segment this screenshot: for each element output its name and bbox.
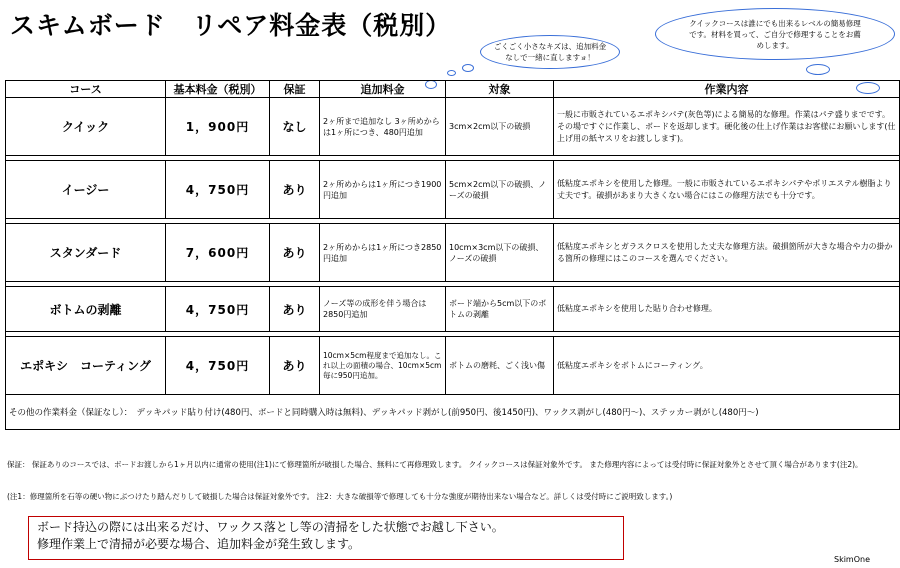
table-row (6, 98, 900, 156)
cleaning-notice-line2: 修理作業上で清掃が必要な場合、追加料金が発生致します。 (37, 537, 361, 551)
target: 5cm×2cm以下の破損、ノーズの破損 (446, 161, 554, 219)
extra-fee: 10cm×5cm程度まで追加なし。これ以上の面積の場合、10cm×5cm毎に950円追加。 (320, 337, 446, 395)
table-row (6, 224, 900, 282)
guarantee: あり (270, 224, 320, 282)
table-row (6, 161, 900, 219)
small-repair-bubble-text: ごくごく小さなキズは、追加料金なしで一緒に直しますョ！ (493, 42, 607, 62)
header-base-price: 基本料金（税別） (166, 81, 270, 98)
table-row (6, 287, 900, 332)
cleaning-notice-line1: ボード持込の際には出来るだけ、ワックス落とし等の清掃をした状態でお越し下さい。 (37, 520, 504, 534)
guarantee: あり (270, 161, 320, 219)
base-price: 4，750円 (166, 337, 270, 395)
bubble-puff (447, 70, 456, 76)
header-work: 作業内容 (554, 81, 900, 98)
base-price: 1，900円 (166, 98, 270, 156)
bubble-puff (806, 64, 830, 75)
footer-brand: SkimOne (833, 555, 870, 564)
other-fees-text: その他の作業料金（保証なし）： デッキパッド貼り付け(480円、ボードと同時購入時は無料)、デッキパッド剥がし(前950円、後1450円)、ワックス剥がし(480円～)、ステッカー剥がし(480円～) (6, 395, 900, 430)
quick-course-bubble-text: クイックコースは誰にでも出来るレベルの簡易修理です。材料を買って、ご自分で修理することをお薦めします。 (689, 18, 861, 50)
work-description: 低粘度エポキシを使用した貼り合わせ修理。 (554, 287, 900, 332)
table-row (6, 337, 900, 395)
course-name: ボトムの剥離 (6, 287, 166, 332)
extra-fee: 2ヶ所めからは1ヶ所につき2850円追加 (320, 224, 446, 282)
other-fees-row (6, 395, 900, 430)
extra-fee: ノーズ等の成形を伴う場合は2850円追加 (320, 287, 446, 332)
target: 3cm×2cm以下の破損 (446, 98, 554, 156)
guarantee: なし (270, 98, 320, 156)
work-description: 低粘度エポキシをボトムにコーティング。 (554, 337, 900, 395)
price-table (5, 80, 900, 430)
guarantee: あり (270, 287, 320, 332)
header-course: コース (6, 81, 166, 98)
base-price: 4，750円 (166, 161, 270, 219)
course-name: イージー (6, 161, 166, 219)
extra-fee: 2ヶ所めからは1ヶ所につき1900円追加 (320, 161, 446, 219)
bubble-puff (462, 64, 474, 72)
header-guarantee: 保証 (270, 81, 320, 98)
footnote: (注1：修理箇所を石等の硬い物にぶつけたり踏んだりして破損した場合は保証対象外です。 注2：大きな破損等で修理しても十分な強度が期待出来ない場合など。詳しくは受付時にご説明致します。) (7, 492, 673, 501)
target: ボトムの磨耗、ごく浅い傷 (446, 337, 554, 395)
header-row (6, 81, 900, 98)
course-name: スタンダード (6, 224, 166, 282)
cleaning-notice (28, 516, 624, 560)
work-description: 低粘度エポキシとガラスクロスを使用した丈夫な修理方法。破損箇所が大きな場合や力の掛かる箇所の修理にはこのコースを選んでください。 (554, 224, 900, 282)
small-repair-bubble (480, 35, 620, 69)
guarantee-note: 保証： 保証ありのコースでは、ボードお渡しから1ヶ月以内に通常の使用(注1)にて修理箇所が破損した場合、無料にて再修理致します。 クイックコースは保証対象外です。 また修理内容によっては受付時に保証対象外とさせて頂く場合があります(注2)。 (7, 460, 863, 469)
work-description: 低粘度エポキシを使用した修理。一般に市販されているエポキシパテやポリエステル樹脂より丈夫です。破損があまり大きくない場合にはこの修理方法でも十分です。 (554, 161, 900, 219)
target: ボード端から5cm以下のボトムの剥離 (446, 287, 554, 332)
course-name: エポキシ コーティング (6, 337, 166, 395)
page-title: スキムボード リペア料金表（税別） (10, 11, 452, 40)
header-extra-fee: 追加料金 (320, 81, 446, 98)
header-target: 対象 (446, 81, 554, 98)
extra-fee: 2ヶ所まで追加なし 3ヶ所めからは1ヶ所につき、480円追加 (320, 98, 446, 156)
work-description: 一般に市販されているエポキシパテ(灰色等)による簡易的な修理。作業はパテ盛りまでです。その場ですぐに作業し、ボードを返却します。硬化後の仕上げ作業はお客様にお願いします(仕上げ用の紙ヤスリをお渡しします)。 (554, 98, 900, 156)
course-name: クイック (6, 98, 166, 156)
quick-course-bubble (655, 8, 895, 60)
base-price: 7，600円 (166, 224, 270, 282)
guarantee: あり (270, 337, 320, 395)
base-price: 4，750円 (166, 287, 270, 332)
target: 10cm×3cm以下の破損、ノーズの破損 (446, 224, 554, 282)
